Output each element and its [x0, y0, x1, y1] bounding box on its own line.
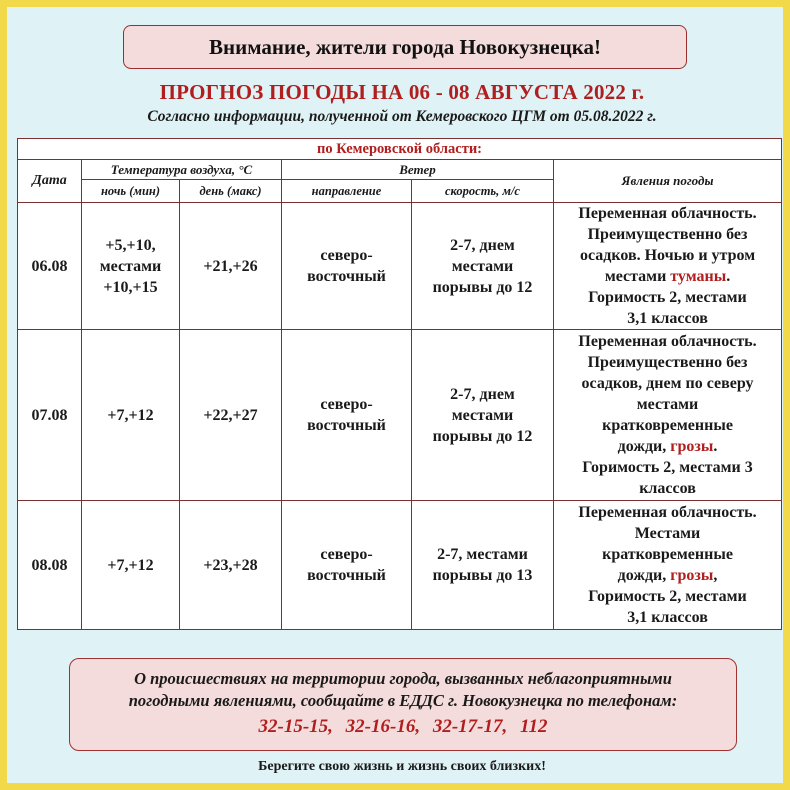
cell-line: порывы до 13: [432, 567, 533, 584]
cell-line: северо-: [320, 247, 373, 264]
row-wind-speed: [412, 501, 554, 630]
table-row: [18, 501, 782, 630]
cell-line: порывы до 12: [432, 427, 533, 445]
cell-line: +10,+15: [103, 278, 158, 296]
wind-header: Ветер: [282, 160, 554, 180]
cell-line: порывы до 12: [432, 278, 533, 296]
night-header: ночь (мин): [82, 180, 180, 203]
row-night-temp: [82, 203, 180, 330]
cell-line: местами: [99, 257, 162, 275]
attention-banner: [123, 25, 687, 69]
cell-line: [557, 266, 778, 287]
cell-line: восточный: [307, 417, 386, 434]
cell-line: 3,1 классов: [627, 609, 708, 626]
weather-text: .: [713, 438, 718, 455]
notice-line-2: погодными явлениями, сообщайте в ЕДДС г. Новокузнецка по телефонам:: [128, 691, 678, 710]
row-wind-direction: [282, 330, 412, 501]
cell-line: восточный: [307, 567, 386, 584]
row-night-temp: +7,+12: [82, 330, 180, 501]
banner-text: Внимание, жители города Новокузнецка!: [209, 34, 601, 59]
cell-line: Переменная облачность.: [578, 205, 757, 222]
cell-line: [557, 436, 778, 457]
row-date: 06.08: [18, 203, 82, 330]
weather-text: дожди,: [617, 567, 671, 584]
cell-line: Горимость 2, местами: [588, 289, 747, 306]
row-night-temp: +7,+12: [82, 501, 180, 630]
cell-line: северо-: [320, 396, 373, 413]
weather-highlight: туманы: [670, 268, 727, 285]
row-weather: [554, 203, 782, 330]
cell-line: северо-: [320, 546, 373, 563]
direction-header: направление: [282, 180, 412, 203]
source-subtitle: Согласно информации, полученной от Кемеровского ЦГМ от 05.08.2022 г.: [147, 108, 657, 125]
cell-line: Переменная облачность.: [578, 333, 757, 350]
cell-line: осадков, днем по северу: [581, 375, 754, 392]
row-date: 08.08: [18, 501, 82, 630]
cell-line: Местами: [634, 525, 701, 542]
cell-line: местами: [451, 406, 514, 424]
weather-text: .: [726, 268, 731, 285]
cell-line: местами: [636, 396, 699, 413]
cell-line: +5,+10,: [105, 236, 156, 254]
row-day-temp: +21,+26: [180, 203, 282, 330]
weather-text: ,: [713, 567, 718, 584]
cell-line: Преимущественно без: [587, 226, 748, 243]
cell-line: Переменная облачность.: [578, 504, 757, 521]
row-wind-direction: [282, 203, 412, 330]
row-weather: [554, 330, 782, 501]
cell-line: [557, 565, 778, 586]
date-header: Дата: [18, 160, 82, 203]
emergency-notice: [69, 658, 737, 751]
cell-line: 2-7, днем: [450, 385, 515, 403]
cell-line: местами: [451, 257, 514, 275]
row-day-temp: +23,+28: [180, 501, 282, 630]
region-header: по Кемеровской области:: [18, 139, 782, 160]
weather-highlight: грозы: [670, 567, 714, 584]
weather-text: местами: [604, 268, 671, 285]
cell-line: кратковременные: [602, 546, 733, 563]
temperature-header: Температура воздуха, °С: [82, 160, 282, 180]
row-wind-speed: [412, 330, 554, 501]
footer-message: Берегите свою жизнь и жизнь своих близких!: [258, 759, 546, 774]
cell-line: Преимущественно без: [587, 354, 748, 371]
page-title: ПРОГНОЗ ПОГОДЫ НА 06 - 08 АВГУСТА 2022 г.: [159, 80, 645, 104]
cell-line: 2-7, днем: [450, 236, 515, 254]
cell-line: классов: [639, 480, 696, 497]
cell-line: Горимость 2, местами: [588, 588, 747, 605]
row-date: 07.08: [18, 330, 82, 501]
cell-line: восточный: [307, 268, 386, 285]
cell-line: осадков. Ночью и утром: [579, 247, 756, 264]
row-wind-speed: [412, 203, 554, 330]
emergency-phones: 32-15-15, 32-16-16, 32-17-17, 112: [258, 716, 548, 737]
weather-highlight: грозы: [670, 438, 714, 455]
cell-line: Горимость 2, местами 3: [582, 459, 753, 476]
cell-line: 3,1 классов: [627, 310, 708, 327]
phenomena-header: Явления погоды: [554, 160, 782, 203]
row-weather: [554, 501, 782, 630]
speed-header: скорость, м/с: [412, 180, 554, 203]
row-day-temp: +22,+27: [180, 330, 282, 501]
row-wind-direction: [282, 501, 412, 630]
cell-line: 2-7, местами: [437, 546, 528, 563]
forecast-table: [17, 138, 782, 630]
table-row: [18, 203, 782, 330]
table-row: [18, 330, 782, 501]
day-header: день (макс): [180, 180, 282, 203]
weather-text: дожди,: [617, 438, 671, 455]
cell-line: кратковременные: [602, 417, 733, 434]
notice-line-1: О происшествиях на территории города, вызванных неблагоприятными: [134, 669, 672, 688]
